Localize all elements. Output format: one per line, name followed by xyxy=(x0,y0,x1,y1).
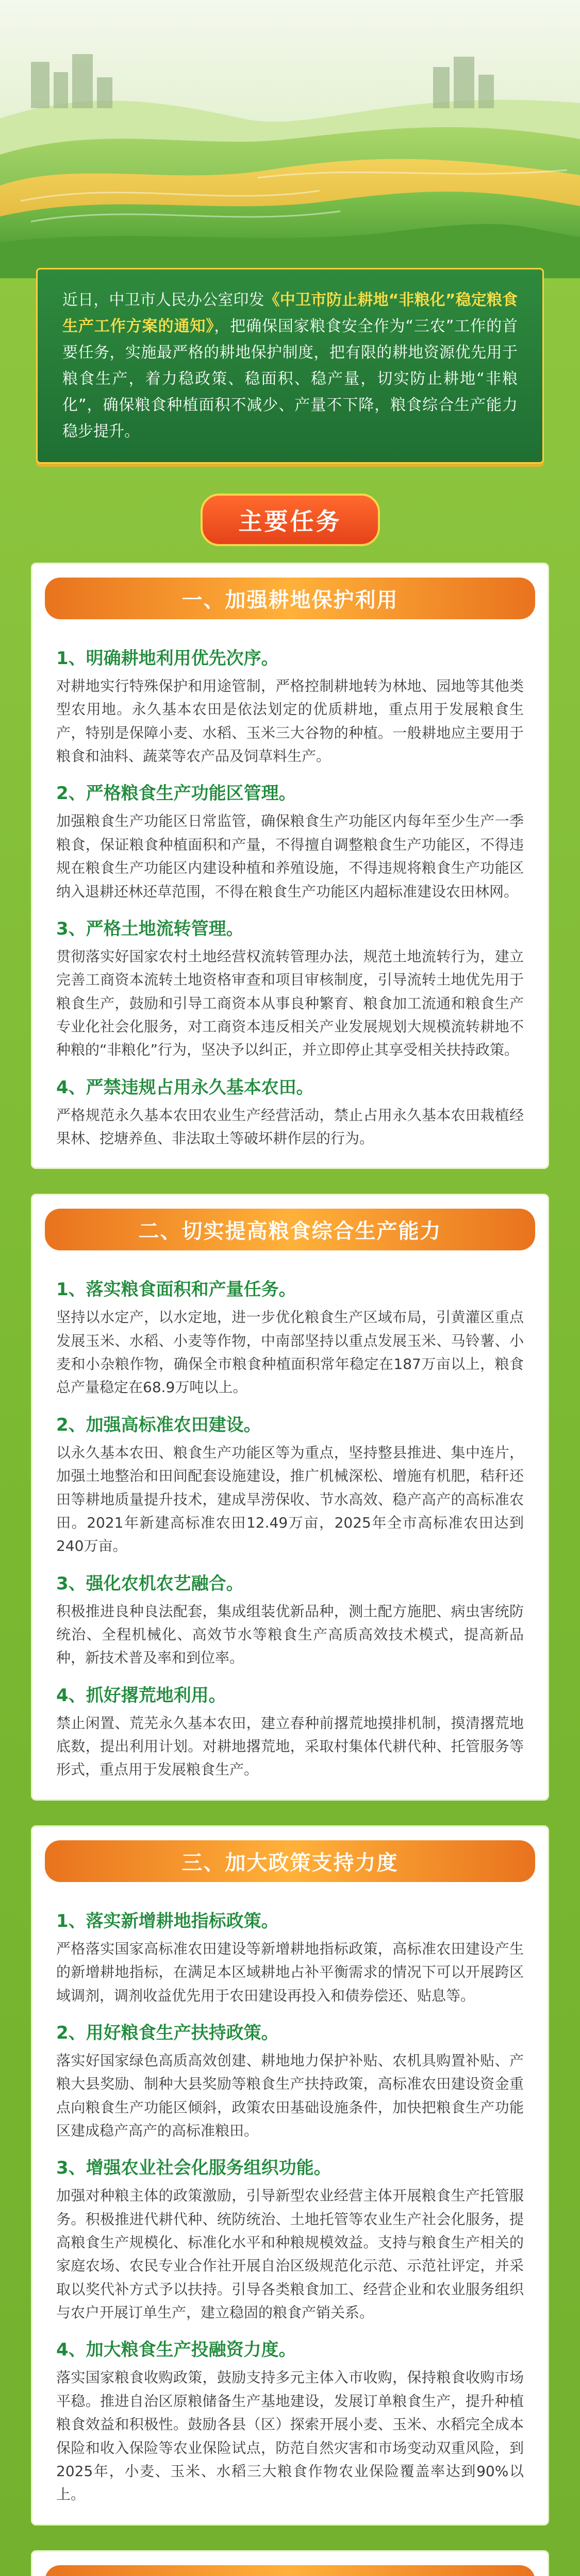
item-title: 4、严禁违规占用永久基本农田。 xyxy=(56,1077,314,1098)
item-title: 2、加强高标准农田建设。 xyxy=(56,1414,261,1435)
item-text: 严格规范永久基本农田农业生产经营活动，禁止占用永久基本农田栽植经果林、挖塘养鱼、非法取土等破坏耕作层的行为。 xyxy=(56,1106,524,1147)
item-text: 积极推进良种良法配套，集成组装优新品种，测土配方施肥、病虫害统防统治、全程机械化、高效节水等粮食生产高质高效技术模式，提高新品种，新技术普及率和到位率。 xyxy=(56,1602,524,1667)
section-title: 一、加强耕地保护利用 xyxy=(45,578,535,619)
item-text: 以永久基本农田、粮食生产功能区等为重点，坚持整县推进、集中连片，加强土地整治和田间配套设施建设，推广机械深松、增施有机肥，秸秆还田等耕地质量提升技术，建成旱涝保收、节水高效、稳产高产的高标准农田。2021年新建高标准农田12.49万亩，2025年全市高标准农田达到240万亩。 xyxy=(56,1444,524,1555)
item-title: 4、抓好撂荒地利用。 xyxy=(56,1685,226,1706)
item-title: 4、加大粮食生产投融资力度。 xyxy=(56,2340,296,2361)
item-title: 1、落实新增耕地指标政策。 xyxy=(56,1910,279,1931)
item-text: 坚持以水定产，以水定地，进一步优化粮食生产区域布局，引黄灌区重点发展玉米、水稻、小麦等作物，中南部坚持以重点发展玉米、马铃薯、小麦和小杂粮作物，确保全市粮食种植面积常年稳定在187万亩以上，粮食总产量稳定在68.9万吨以上。 xyxy=(56,1309,524,1396)
item-title: 3、强化农机农艺融合。 xyxy=(56,1573,244,1594)
section-body xyxy=(32,1892,548,2524)
item-text: 对耕地实行特殊保护和用途管制，严格控制耕地转为林地、园地等其他类型农用地。永久基本农田是依法划定的优质耕地，重点用于发展粮食生产，特别是保障小麦、水稻、玉米三大谷物的种植。一般耕地应主要用于粮食和油料、蔬菜等农产品及饲草料生产。 xyxy=(56,677,524,765)
hills-illustration xyxy=(0,0,580,278)
item-title: 2、严格粮食生产功能区管理。 xyxy=(56,783,296,804)
item-title: 2、用好粮食生产扶持政策。 xyxy=(56,2022,279,2043)
item-text: 落实国家粮食收购政策，鼓励支持多元主体入市收购，保持粮食收购市场平稳。推进自治区原粮储备生产基地建设，发展订单粮食生产，提升种植粮食效益和积极性。鼓励各县（区）探索开展小麦、玉米、水稻完全成本保险和收入保险等农业保险试点，防范自然灾害和市场变动双重风险，到2025年，小麦、玉米、水稻三大粮食作物农业保险覆盖率达到90%以上。 xyxy=(56,2369,524,2503)
item-text: 落实好国家绿色高质高效创建、耕地地力保护补贴、农机具购置补贴、产粮大县奖励、制种大县奖励等粮食生产扶持政策，高标准农田建设资金重点向粮食生产功能区倾斜，政策农田基础设施条件，加快把粮食生产功能区建成稳产高产的高标准粮田。 xyxy=(56,2052,524,2139)
section-body xyxy=(32,630,548,1167)
item-text: 加强对种粮主体的政策激励，引导新型农业经营主体开展粮食生产托管服务。积极推进代耕代种、统防统治、土地托管等农业生产社会化服务，提高粮食生产规模化、标准化水平和种粮规模效益。支持与粮食生产相关的家庭农场、农民专业合作社开展自治区级规范化示范、示范社评定，并采取以奖代补方式予以扶持。引导各类粮食加工、经营企业和农业服务组织与农户开展订单生产，建立稳固的粮食产销关系。 xyxy=(56,2187,524,2321)
section-card-1 xyxy=(31,563,549,1169)
item-text: 贯彻落实好国家农村土地经营权流转管理办法，规范土地流转行为，建立完善工商资本流转土地资格审查和项目审核制度，引导流转土地优先用于粮食生产，鼓励和引导工商资本从事良种繁育、粮食加工流通和粮食生产专业化社会化服务，对工商资本违反相关产业发展规划大规模流转耕地不种粮的“非粮化”行为，坚决予以纠正，并立即停止其享受相关扶持政策。 xyxy=(56,947,524,1059)
section-body xyxy=(32,1261,548,1799)
hero-banner xyxy=(0,0,580,278)
item-title: 1、落实粮食面积和产量任务。 xyxy=(56,1279,296,1300)
section-title: 二、切实提高粮食综合生产能力 xyxy=(45,1209,535,1250)
section-title: 三、加大政策支持力度 xyxy=(45,1840,535,1882)
item-title: 3、严格土地流转管理。 xyxy=(56,918,244,939)
section-card-4 xyxy=(31,2550,549,2576)
section-title xyxy=(45,2565,535,2576)
main-title-wrap xyxy=(0,494,580,546)
main-title: 主要任务 xyxy=(201,494,380,546)
item-title: 1、明确耕地利用优先次序。 xyxy=(56,648,279,669)
intro-suffix: ，把确保国家粮食安全作为“三农”工作的首要任务，实施最严格的耕地保护制度，把有限的耕地资源优先用于粮食生产，着力稳政策、稳面积、稳产量，切实防止耕地“非粮化”，确保粮食种植面积不减少、产量不下降，粮食综合生产能力稳步提升。 xyxy=(62,317,518,440)
item-text: 严格落实国家高标准农田建设等新增耕地指标政策，高标准农田建设产生的新增耕地指标，在满足本区域耕地占补平衡需求的情况下可以开展跨区域调剂，调剂收益优先用于农田建设再投入和债券偿还、贴息等。 xyxy=(56,1940,524,2004)
item-text: 加强粮食生产功能区日常监管，确保粮食生产功能区内每年至少生产一季粮食，保证粮食种植面积和产量，不得擅自调整粮食生产功能区，不得违规在粮食生产功能区内建设种植和养殖设施，不得违规将粮食生产功能区纳入退耕还林还草范围，不得在粮食生产功能区内超标准建设农田林网。 xyxy=(56,812,524,900)
intro-prefix: 近日，中卫市人民办公室印发 xyxy=(62,291,264,309)
intro-box xyxy=(36,268,544,464)
intro-doc-title: 《中卫市防止耕地“非粮化”稳定粮食生产工作方案的通知》 xyxy=(62,291,518,335)
section-card-3 xyxy=(31,1825,549,2526)
item-title: 3、增强农业社会化服务组织功能。 xyxy=(56,2158,332,2179)
section-card-2 xyxy=(31,1194,549,1800)
item-text: 禁止闲置、荒芜永久基本农田，建立春种前撂荒地摸排机制，摸清撂荒地底数，提出利用计划。对耕地撂荒地，采取村集体代耕代种、托管服务等形式，重点用于发展粮食生产。 xyxy=(56,1714,524,1778)
